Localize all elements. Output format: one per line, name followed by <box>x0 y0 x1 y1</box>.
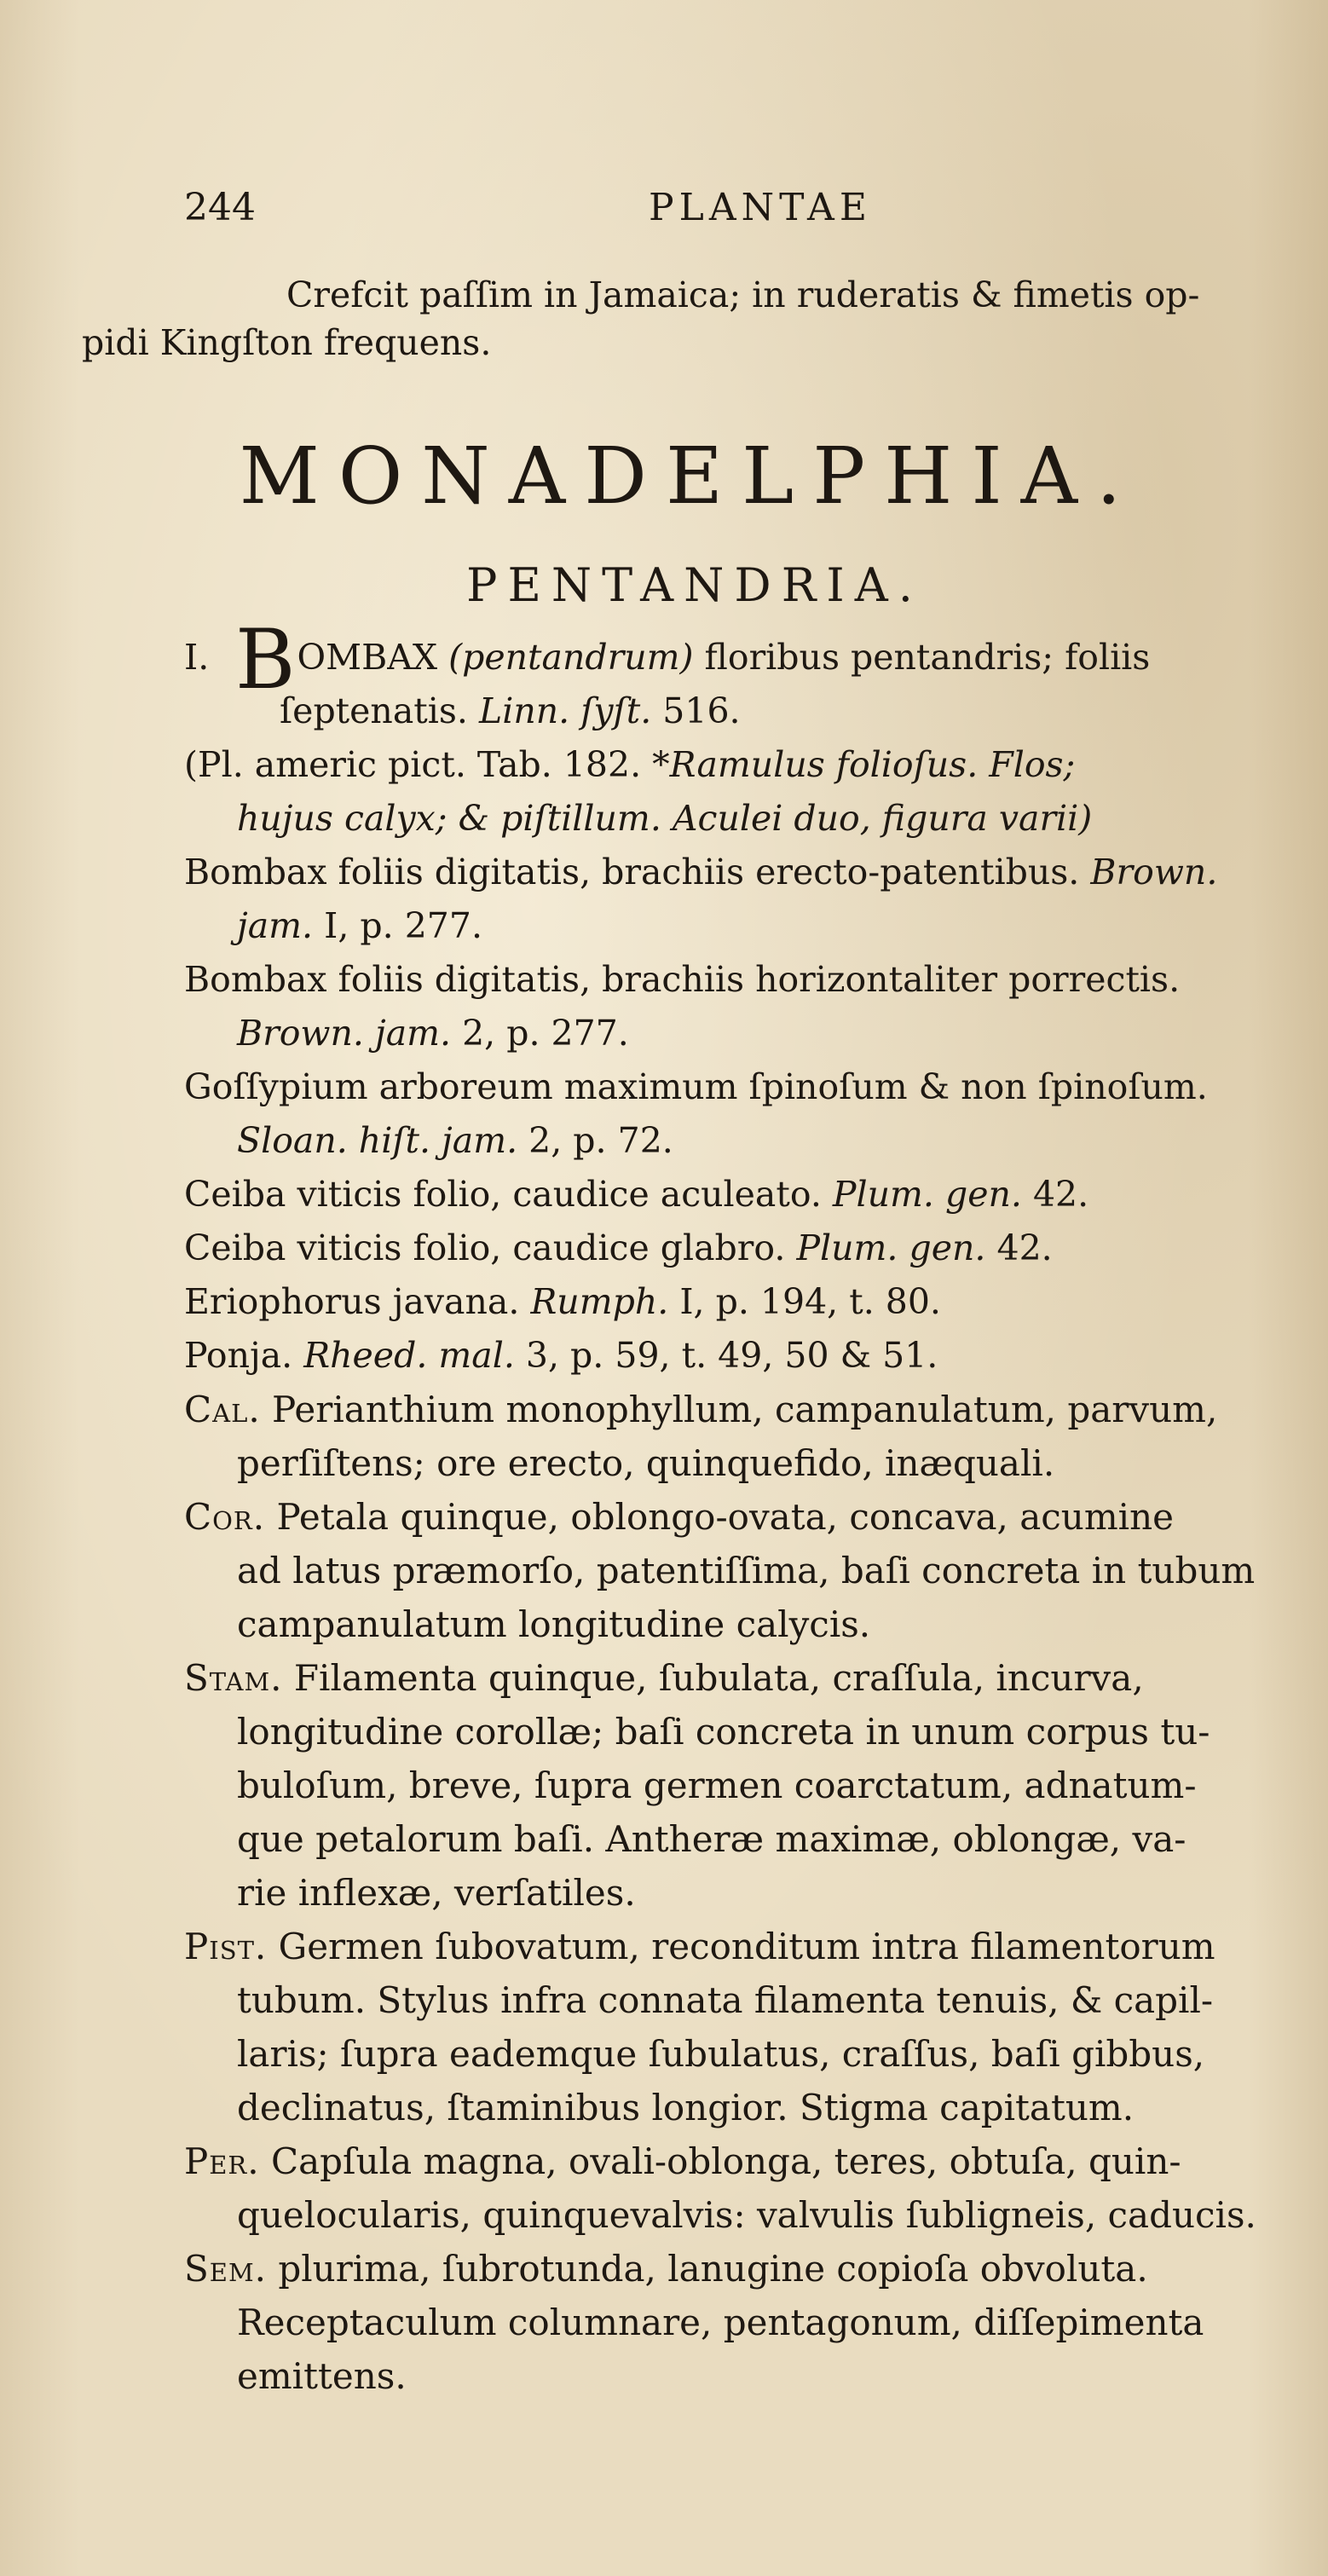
running-title: PLANTAE <box>649 186 872 229</box>
per-text-2: quelocularis, quinquevalvis: valvulis ſubligneis, caducis. <box>237 2194 1256 2236</box>
drop-cap: B <box>235 612 296 708</box>
species-line-14 <box>184 1329 1311 1383</box>
sem-line-1 <box>184 2242 1311 2296</box>
species-line-4 <box>184 792 1311 846</box>
pist-line-4 <box>184 2081 1311 2134</box>
cor-text-2: ad latus præmorſo, patentiſſima, baſi concreta in tubum <box>237 1550 1256 1591</box>
stam-line-5 <box>184 1866 1311 1920</box>
citation-rumph-page: I, p. 194, t. 80. <box>679 1281 941 1322</box>
page-number: 244 <box>184 186 256 229</box>
stam-text-5: rie inflexæ, verſatiles. <box>237 1872 636 1914</box>
cal-line-1 <box>184 1383 1311 1436</box>
intro-paragraph <box>82 271 1311 367</box>
label-cal: Cal. <box>184 1389 261 1430</box>
rec-text-2: emittens. <box>237 2355 407 2397</box>
species-line-2 <box>184 684 1311 738</box>
intro-line-2: pidi Kingſton frequens. <box>82 322 492 363</box>
stam-line-4 <box>184 1812 1311 1866</box>
pist-text-4: declinatus, ſtaminibus longior. Stigma capitatum. <box>237 2087 1135 2128</box>
species-epithet: (pentandrum) <box>448 637 694 678</box>
rec-text-1: Receptaculum columnare, pentagonum, diſſepimenta <box>237 2302 1204 2343</box>
species-line-6 <box>184 899 1311 953</box>
cor-line-3 <box>184 1597 1311 1651</box>
synonym-ponja: Ponja. <box>184 1335 293 1376</box>
sem-text-1: plurima, ſubrotunda, lanugine copioſa obvoluta. <box>278 2248 1148 2290</box>
label-per: Per. <box>184 2140 260 2182</box>
species-line-9 <box>184 1060 1311 1114</box>
rec-line-1 <box>184 2296 1311 2349</box>
species-number: I. <box>184 637 210 678</box>
species-line-13 <box>184 1275 1311 1329</box>
pist-line-3 <box>184 2027 1311 2081</box>
class-heading: MONADELPHIA. <box>239 430 1140 522</box>
species-line-3 <box>184 738 1311 792</box>
label-sem: Sem. <box>184 2248 267 2290</box>
diagnosis-start: floribus pentandris; foliis <box>704 637 1151 678</box>
species-line-8 <box>184 1007 1311 1060</box>
pist-text-3: laris; ſupra eademque ſubulatus, craſſus, baſi gibbus, <box>237 2033 1205 2075</box>
diagnosis-end: ſeptenatis. <box>280 690 468 731</box>
stam-text-4: que petalorum baſi. Antheræ maximæ, oblongæ, va- <box>237 1818 1187 1860</box>
note-calyx: hujus calyx; & piſtillum. Aculei duo, figura varii) <box>237 798 1093 839</box>
species-line-10 <box>184 1114 1311 1168</box>
stam-text-2: longitudine corollæ; baſi concreta in unum corpus tu- <box>237 1711 1210 1753</box>
synonym-ceiba-1: Ceiba viticis folio, caudice aculeato. <box>184 1174 822 1215</box>
stam-line-1 <box>184 1651 1311 1705</box>
label-stam: Stam. <box>184 1657 283 1699</box>
pist-text-1: Germen ſubovatum, reconditum intra filamentorum <box>278 1926 1215 1967</box>
citation-rheed: Rheed. mal. <box>303 1335 515 1376</box>
pist-line-1 <box>184 1920 1311 1973</box>
cal-text-2: perſiſtens; ore erecto, quinquefido, inæquali. <box>237 1442 1055 1484</box>
cor-line-1 <box>184 1490 1311 1544</box>
per-line-1 <box>184 2134 1311 2188</box>
stam-text-1: Filamenta quinque, ſubulata, craſſula, incurva, <box>293 1657 1144 1699</box>
citation-jam-page: I, p. 277. <box>324 905 482 946</box>
pist-text-2: tubum. Stylus infra connata filamenta tenuis, & capil- <box>237 1979 1214 2021</box>
citation-brown-jam: Brown. jam. <box>237 1013 452 1054</box>
citation-sloan-page: 2, p. 72. <box>528 1120 673 1161</box>
citation-rumph: Rumph. <box>530 1281 669 1322</box>
label-cor: Cor. <box>184 1496 266 1538</box>
cor-text-3: campanulatum longitudine calycis. <box>237 1603 871 1645</box>
note-ramulus: *Ramulus folioſus. Flos; <box>652 744 1076 785</box>
synonym-eriophorus: Eriophorus javana. <box>184 1281 520 1322</box>
citation-brown-jam-page: 2, p. 277. <box>462 1013 629 1054</box>
running-head <box>184 186 1292 237</box>
species-line-7 <box>184 953 1311 1007</box>
synonym-gossypium: Goſſypium arboreum maximum ſpinoſum & non ſpinoſum. <box>184 1066 1208 1107</box>
stam-line-3 <box>184 1759 1311 1812</box>
citation-jam: jam. <box>237 905 314 946</box>
intro-line-1: Crefcit paſſim in Jamaica; in ruderatis & fimetis op- <box>286 274 1200 315</box>
genus-name: OMBAX <box>297 637 438 678</box>
cor-line-2 <box>184 1544 1311 1597</box>
species-line-5 <box>184 846 1311 899</box>
pist-line-2 <box>184 1973 1311 2027</box>
citation-pl-americ: (Pl. americ pict. Tab. 182. <box>184 744 642 785</box>
citation-plum-2: Plum. gen. <box>796 1227 986 1268</box>
species-line-12 <box>184 1222 1311 1275</box>
species-line-11 <box>184 1168 1311 1222</box>
synonym-ceiba-2: Ceiba viticis folio, caudice glabro. <box>184 1227 786 1268</box>
synonym-brown-1: Bombax foliis digitatis, brachiis erecto-patentibus. <box>184 852 1080 892</box>
cor-text-1: Petala quinque, oblongo-ovata, concava, acumine <box>276 1496 1174 1538</box>
order-heading: PENTANDRIA. <box>466 558 923 612</box>
citation-plum-2-page: 42. <box>996 1227 1053 1268</box>
citation-plum-1: Plum. gen. <box>832 1174 1022 1215</box>
cal-line-2 <box>184 1436 1311 1490</box>
per-text-1: Capſula magna, ovali-oblonga, teres, obtuſa, quin- <box>270 2140 1181 2182</box>
character-description <box>184 1383 1311 2403</box>
citation-linn: Linn. ſyſt. <box>478 690 652 731</box>
cal-text-1: Perianthium monophyllum, campanulatum, parvum, <box>272 1389 1218 1430</box>
citation-brown: Brown. <box>1090 852 1218 892</box>
rec-line-2 <box>184 2349 1311 2403</box>
species-entry <box>184 612 1311 2403</box>
label-pist: Pist. <box>184 1926 268 1967</box>
per-line-2 <box>184 2188 1311 2242</box>
synonym-brown-2: Bombax foliis digitatis, brachiis horizontaliter porrectis. <box>184 959 1181 1000</box>
citation-sloan: Sloan. hiſt. jam. <box>237 1120 518 1161</box>
stam-line-2 <box>184 1705 1311 1759</box>
species-line-1 <box>184 612 1311 708</box>
citation-rheed-page: 3, p. 59, t. 49, 50 & 51. <box>525 1335 938 1376</box>
stam-text-3: buloſum, breve, ſupra germen coarctatum, adnatum- <box>237 1765 1197 1806</box>
citation-linn-page: 516. <box>662 690 741 731</box>
citation-plum-1-page: 42. <box>1032 1174 1089 1215</box>
